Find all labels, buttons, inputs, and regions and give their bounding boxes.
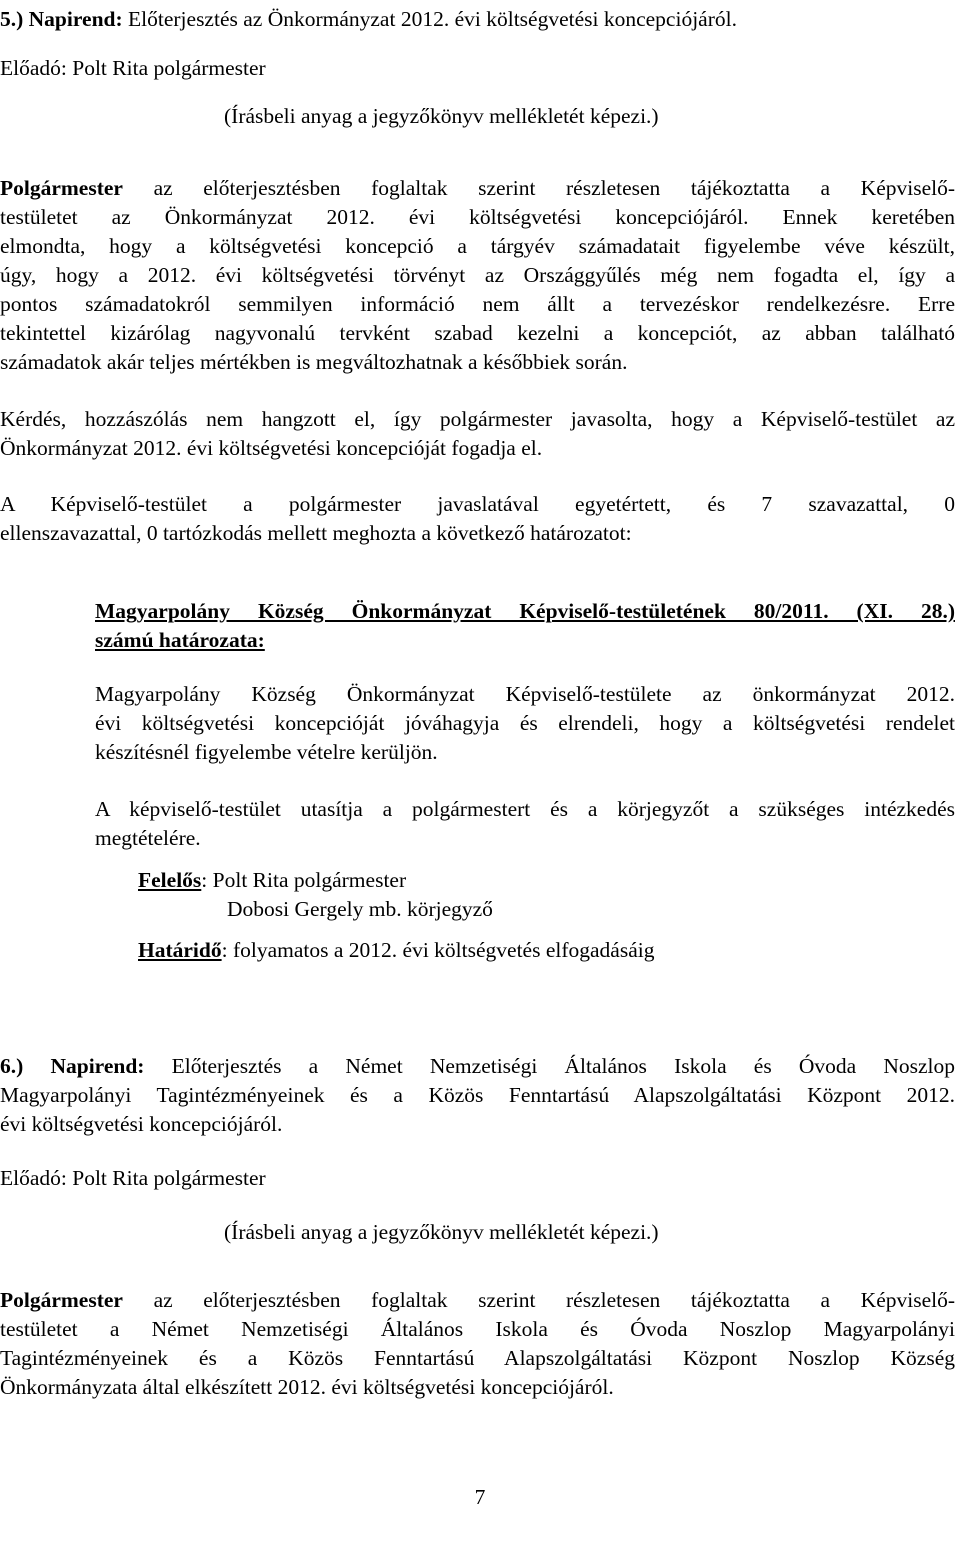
item5-title: Előterjesztés az Önkormányzat 2012. évi költségvetési koncepciójáról. — [128, 7, 737, 31]
resolution-title: számú határozata: — [95, 628, 265, 652]
item6-title-line: Magyarpolányi Tagintézményeinek és a Közös Fenntartású Alapszolgáltatási Központ 2012. — [0, 1083, 955, 1107]
item6-p1-line: Önkormányzata által elkészített 2012. évi költségvetési koncepciójáról. — [0, 1375, 614, 1399]
resolution-text-line: évi költségvetési koncepcióját jóváhagyja és elrendeli, hogy a költségvetési rendelet — [95, 711, 955, 735]
item5-mayor-label: Polgármester — [0, 176, 123, 200]
responsible-label: Felelős — [138, 868, 202, 892]
item5-p2-line: Önkormányzat 2012. évi költségvetési koncepcióját fogadja el. — [0, 436, 543, 460]
responsible-value: : Polt Rita polgármester — [201, 868, 407, 892]
item5-number: 5.) Napirend: — [0, 7, 123, 31]
item6-p1-line: testületet a Német Nemzetiségi Általános Iskola és Óvoda Noszlop Magyarpolányi — [0, 1317, 955, 1341]
item5-p1-line: testületet az Önkormányzat 2012. évi költségvetési koncepciójáról. Ennek keretében — [0, 205, 955, 229]
instruction-line: A képviselő-testület utasítja a polgármestert és a körjegyzőt a szükséges intézkedés — [95, 797, 955, 821]
item5-heading — [0, 5, 737, 34]
resolution-text-line: készítésnél figyelembe vételre kerüljön. — [95, 740, 438, 764]
resolution-title: Magyarpolány Község Önkormányzat Képviselő-testületének 80/2011. (XI. 28.) — [95, 599, 955, 623]
item5-p1-line: Polgármester az előterjesztésben foglaltak szerint részletesen tájékoztatta a Képviselő- — [0, 176, 956, 200]
deadline-label: Határidő — [138, 938, 222, 962]
item5-p2-line: Kérdés, hozzászólás nem hangzott el, így polgármester javasolta, hogy a Képviselő-testület az — [0, 407, 955, 431]
resolution-text-line: Magyarpolány Község Önkormányzat Képviselő-testülete az önkormányzat 2012. — [95, 682, 955, 706]
item5-attachment-note: (Írásbeli anyag a jegyzőkönyv mellékletét képezi.) — [224, 104, 659, 128]
item6-number: 6.) Napirend: — [0, 1054, 145, 1078]
item6-p1-line: Polgármester az előterjesztésben foglaltak szerint részletesen tájékoztatta a Képviselő- — [0, 1288, 956, 1312]
item6-p1-line: Tagintézményeinek és a Közös Fenntartású Alapszolgáltatási Központ Noszlop Község — [0, 1346, 955, 1370]
item6-mayor-label: Polgármester — [0, 1288, 123, 1312]
page-number: 7 — [474, 1485, 486, 1509]
item5-p1-line: úgy, hogy a 2012. évi költségvetési törvényt az Országgyűlés még nem fogadta el, így a — [0, 263, 955, 287]
item5-p1-line: pontos számadatokról semmilyen információ nem állt a tervezéskor rendelkezésre. Erre — [0, 292, 955, 316]
item6-title-line: évi költségvetési koncepciójáról. — [0, 1112, 283, 1136]
responsible-line — [138, 866, 406, 895]
item6-title-line: Előterjesztés a Német Nemzetiségi Általános Iskola és Óvoda Noszlop — [171, 1054, 956, 1078]
item5-p3-line: ellenszavazattal, 0 tartózkodás mellett meghozta a következő határozatot: — [0, 521, 632, 545]
deadline-line — [138, 936, 654, 965]
item6-heading — [0, 1052, 955, 1081]
item5-p3-line: A Képviselő-testület a polgármester javaslatával egyetértett, és 7 szavazattal, 0 — [0, 492, 955, 516]
instruction-line: megtételére. — [95, 826, 201, 850]
deadline-value: : folyamatos a 2012. évi költségvetés elfogadásáig — [221, 938, 655, 962]
item6-attachment-note: (Írásbeli anyag a jegyzőkönyv mellékletét képezi.) — [224, 1220, 659, 1244]
item5-p1-line: elmondta, hogy a költségvetési koncepció a tárgyév számadatait figyelembe véve készült, — [0, 234, 955, 258]
item5-p1-line: tekintettel kizárólag nagyvonalú tervként szabad kezelni a koncepciót, az abban található — [0, 321, 955, 345]
item5-presenter: Előadó: Polt Rita polgármester — [0, 56, 266, 80]
item5-p1-line: számadatok akár teljes mértékben is megváltozhatnak a későbbiek során. — [0, 350, 628, 374]
item6-presenter: Előadó: Polt Rita polgármester — [0, 1166, 266, 1190]
responsible-line-2: Dobosi Gergely mb. körjegyző — [227, 897, 493, 921]
